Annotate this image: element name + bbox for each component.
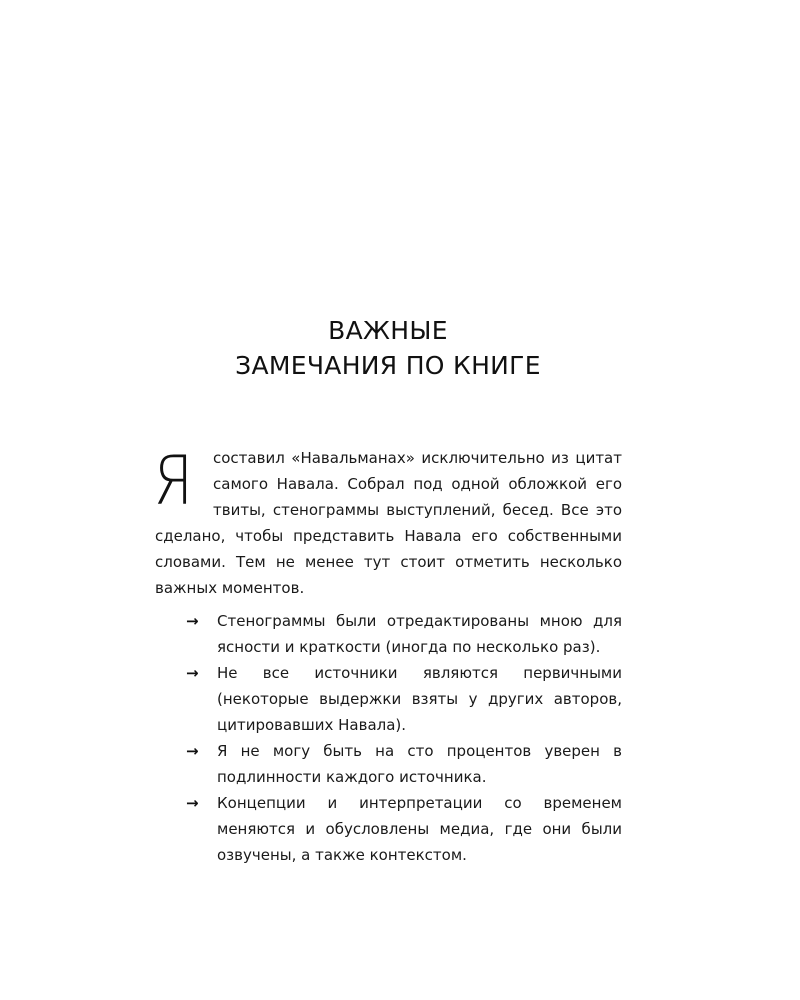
list-item-text: Не все источники являются первичными (некоторые выдержки взяты у других авторов, цитировавших Навала).: [217, 664, 622, 734]
list-item-text: Я не могу быть на сто процентов уверен в подлинности каждого источника.: [217, 742, 622, 786]
arrow-right-icon: →: [186, 664, 199, 682]
arrow-right-icon: →: [186, 794, 199, 812]
list-item-text: Концепции и интерпретации со временем меняются и обусловлены медиа, где они были озвучены, а также контекстом.: [217, 794, 622, 864]
drop-cap: Я: [153, 442, 194, 521]
list-item: [186, 738, 622, 790]
intro-text: составил «Навальманах» исключительно из цитат самого Навала. Собрал под одной обложкой его твиты, стенограммы выступлений, бесед. Все это сделано, чтобы представить Навала его собственными словами. Тем не менее тут стоит отметить несколько важных моментов.: [155, 449, 622, 597]
intro-paragraph: [153, 442, 622, 601]
list-item: [186, 790, 622, 868]
arrow-right-icon: →: [186, 742, 199, 760]
arrow-right-icon: →: [186, 612, 199, 630]
list-item: [186, 608, 622, 660]
notes-list: [186, 608, 622, 868]
list-item-text: Стенограммы были отредактированы мною для ясности и краткости (иногда по несколько раз).: [217, 612, 622, 656]
page-title: [0, 313, 776, 383]
list-item: [186, 660, 622, 738]
title-line-1: ВАЖНЫЕ: [328, 315, 448, 345]
title-line-2: ЗАМЕЧАНИЯ ПО КНИГЕ: [235, 350, 541, 380]
